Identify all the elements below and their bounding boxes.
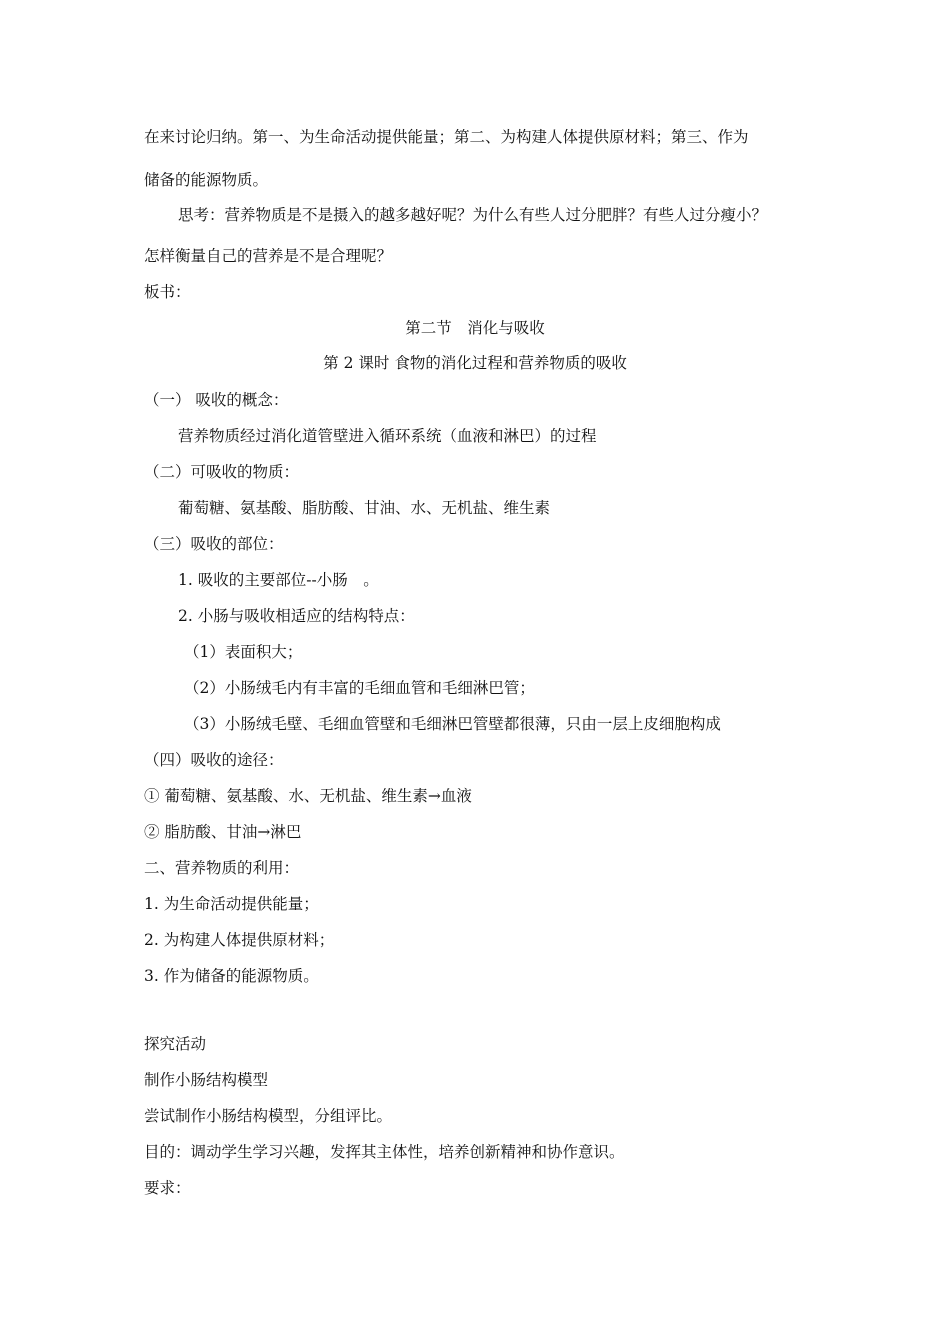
activity-title: 制作小肠结构模型 (144, 1071, 269, 1089)
absorption-concept-text: 营养物质经过消化道管壁进入循环系统（血液和淋巴）的过程 (178, 427, 597, 445)
heading-absorption-route: （四）吸收的途径： (144, 751, 284, 769)
use-3: 3. 作为储备的能源物质。 (144, 967, 319, 985)
board-label: 板书： (144, 283, 191, 301)
lesson-subtitle: 第 2 课时 食物的消化过程和营养物质的吸收 (323, 354, 627, 372)
feature-2: （2）小肠绒毛内有丰富的毛细血管和毛细淋巴管； (184, 679, 535, 697)
think-line-2: 怎样衡量自己的营养是不是合理呢？ (144, 247, 393, 265)
heading-nutrient-use: 二、营养物质的利用： (144, 859, 300, 877)
absorption-site-point-1: 1. 吸收的主要部位--小肠 。 (178, 571, 379, 589)
absorption-site-point-2: 2. 小肠与吸收相适应的结构特点： (178, 607, 415, 625)
absorbable-substances-text: 葡萄糖、氨基酸、脂肪酸、甘油、水、无机盐、维生素 (178, 499, 551, 517)
intro-line-1: 在来讨论归纳。第一、为生命活动提供能量；第二、为构建人体提供原材料；第三、作为 (144, 128, 749, 146)
activity-description: 尝试制作小肠结构模型，分组评比。 (144, 1107, 393, 1125)
section-title: 第二节 消化与吸收 (405, 319, 545, 337)
heading-absorption-site: （三）吸收的部位： (144, 535, 284, 553)
heading-absorbable-substances: （二）可吸收的物质： (144, 463, 300, 481)
feature-3: （3）小肠绒毛壁、毛细血管壁和毛细淋巴管壁都很薄，只由一层上皮细胞构成 (184, 715, 721, 733)
feature-1: （1）表面积大； (184, 643, 303, 661)
activity-heading: 探究活动 (144, 1035, 207, 1053)
intro-line-2: 储备的能源物质。 (144, 171, 269, 189)
route-2: ② 脂肪酸、甘油→淋巴 (144, 823, 302, 841)
use-1: 1. 为生命活动提供能量； (144, 895, 319, 913)
heading-absorption-concept: （一） 吸收的概念： (144, 391, 289, 409)
route-1: ① 葡萄糖、氨基酸、水、无机盐、维生素→血液 (144, 787, 472, 805)
use-2: 2. 为构建人体提供原材料； (144, 931, 335, 949)
activity-goal: 目的：调动学生学习兴趣，发挥其主体性，培养创新精神和协作意识。 (144, 1143, 625, 1161)
activity-requirements: 要求： (144, 1179, 191, 1197)
think-line-1: 思考：营养物质是不是摄入的越多越好呢？为什么有些人过分肥胖？有些人过分瘦小？ (178, 206, 768, 224)
